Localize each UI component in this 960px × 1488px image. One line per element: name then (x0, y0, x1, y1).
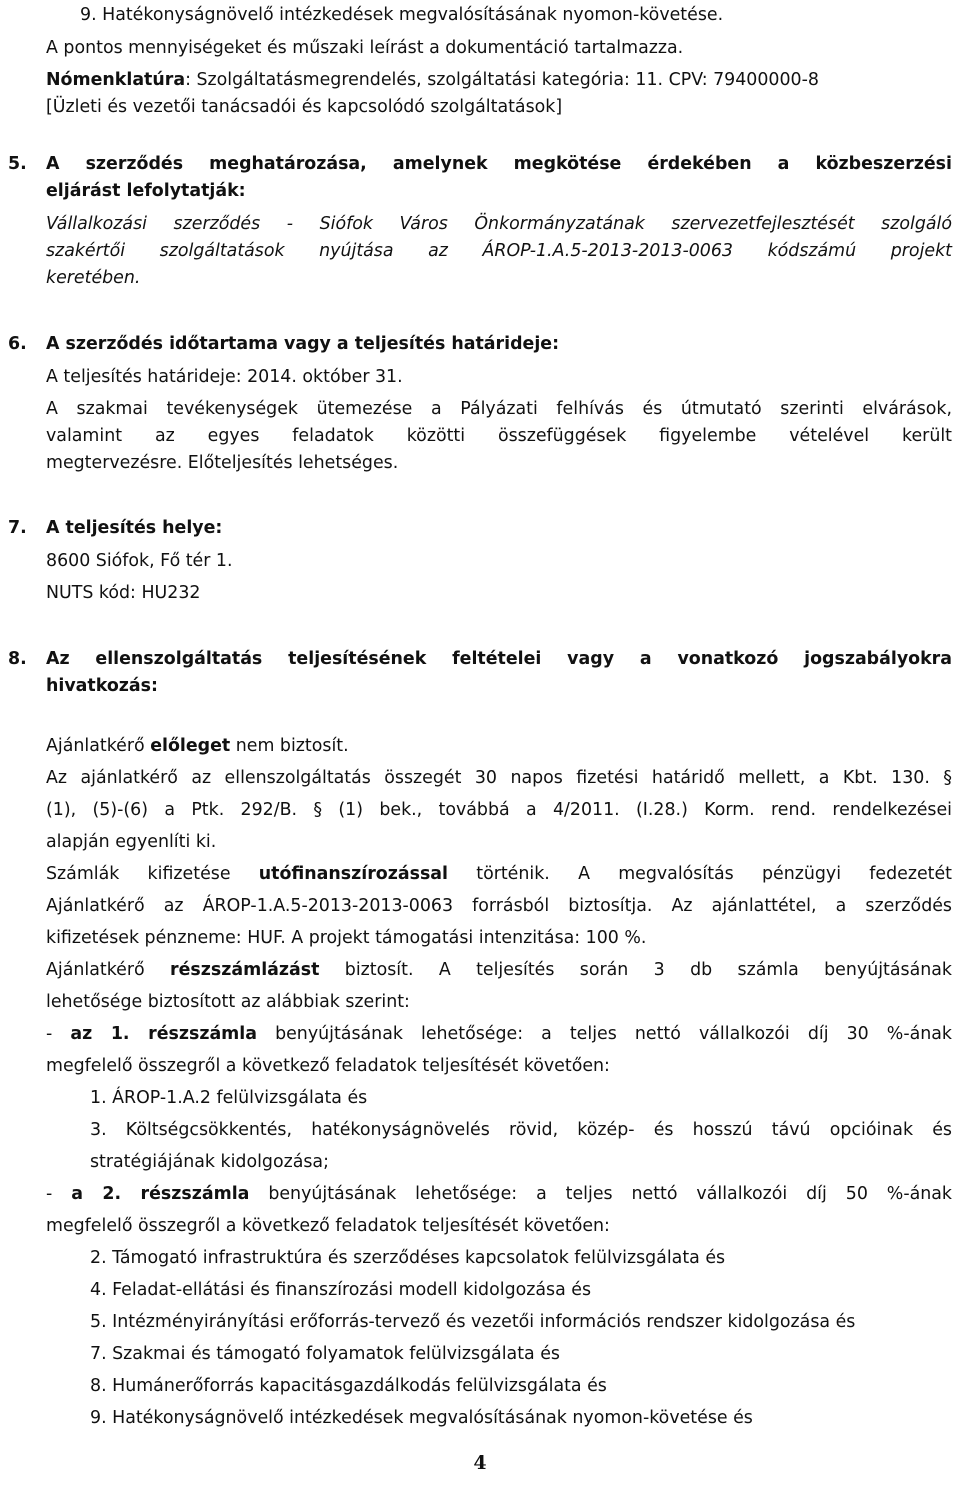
section-5-text-3: keretében. (46, 268, 141, 288)
invoice-text-a: Számlák kifizetése (46, 864, 259, 884)
invoice-text-bold: utófinanszírozással (258, 864, 449, 884)
funding-line: Ajánlatkérő az ÁROP-1.A.5-2013-2013-0063 forrásból biztosítja. Az ajánlattétel, a szerződés (46, 896, 952, 916)
list-item-cont: stratégiájának kidolgozása; (90, 1152, 329, 1172)
advance-text-bold: előleget (150, 736, 231, 756)
partial-invoice-line-2: lehetősége biztosított az alábbiak szerint: (46, 992, 410, 1012)
currency-line: kifizetések pénzneme: HUF. A projekt támogatási intenzitása: 100 %. (46, 928, 647, 948)
invoice-2-line (46, 1183, 952, 1205)
list-item: 1. ÁROP-1.A.2 felülvizsgálata és (90, 1088, 368, 1108)
nomenclature-cpv-desc: [Üzleti és vezetői tanácsadói és kapcsolódó szolgáltatások] (46, 97, 563, 117)
nomenclature-label: Nómenklatúra (46, 70, 186, 90)
section-6-text-3: megtervezésre. Előteljesítés lehetséges. (46, 453, 399, 473)
list-item: 9. Hatékonyságnövelő intézkedések megvalósításának nyomon-követése és (90, 1408, 753, 1428)
section-8-heading-1: Az ellenszolgáltatás teljesítésének feltételei vagy a vonatkozó jogszabályokra (46, 649, 952, 669)
section-6-text-1: A szakmai tevékenységek ütemezése a Pályázati felhívás és útmutató szerinti elvárások, (46, 399, 952, 419)
invoice-2-dash: - (46, 1184, 72, 1204)
invoice-text-c: történik. A megvalósítás pénzügyi fedezetét (448, 864, 952, 884)
section-6-number: 6. (8, 334, 27, 354)
advance-line (46, 735, 952, 757)
invoice-2-bold: a 2. részszámla (71, 1184, 250, 1204)
section-6-heading: A szerződés időtartama vagy a teljesítés határideje: (46, 334, 560, 354)
section-7-heading: A teljesítés helye: (46, 518, 223, 538)
invoice-1-bold: az 1. részszámla (70, 1024, 257, 1044)
invoice-2-text: benyújtásának lehetősége: a teljes nettó vállalkozói díj 50 %-ának (249, 1184, 953, 1204)
invoice-line (46, 863, 952, 885)
invoice-1-text: benyújtásának lehetősége: a teljes nettó vállalkozói díj 30 %-ának (257, 1024, 953, 1044)
list-item: 7. Szakmai és támogató folyamatok felülvizsgálata és (90, 1344, 560, 1364)
payment-line-3: alapján egyenlíti ki. (46, 832, 217, 852)
section-7-number: 7. (8, 518, 27, 538)
advance-text-c: nem biztosít. (230, 736, 349, 756)
invoice-1-line (46, 1023, 952, 1045)
nomenclature-line (46, 69, 952, 91)
section-7-address: 8600 Siófok, Fő tér 1. (46, 551, 233, 571)
section-5-number: 5. (8, 154, 27, 174)
section-8-number: 8. (8, 649, 27, 669)
partial-text-bold: részszámlázást (170, 960, 320, 980)
page-number: 4 (473, 1452, 487, 1474)
invoice-1-dash: - (46, 1024, 71, 1044)
list-item: 3. Költségcsökkentés, hatékonyságnövelés rövid, közép- és hosszú távú opcióinak és (90, 1120, 952, 1140)
section-5-heading-1: A szerződés meghatározása, amelynek megkötése érdekében a közbeszerzési (46, 154, 952, 174)
partial-text-a: Ajánlatkérő (46, 960, 171, 980)
section-7-nuts: NUTS kód: HU232 (46, 583, 201, 603)
advance-text-a: Ajánlatkérő (46, 736, 151, 756)
section-6-deadline: A teljesítés határideje: 2014. október 31. (46, 367, 403, 387)
item-9-title: 9. Hatékonyságnövelő intézkedések megvalósításának nyomon-követése. (80, 5, 724, 25)
section-5-text-1: Vállalkozási szerződés - Siófok Város Önkormányzatának szervezetfejlesztését szolgáló (46, 214, 952, 234)
nomenclature-text: : Szolgáltatásmegrendelés, szolgáltatási kategória: 11. CPV: 79400000-8 (185, 70, 819, 90)
partial-text-c: biztosít. A teljesítés során 3 db számla benyújtásának (319, 960, 952, 980)
section-5-text-2: szakértői szolgáltatások nyújtása az ÁROP-1.A.5-2013-2013-0063 kódszámú projekt (46, 241, 952, 261)
payment-line-2: (1), (5)-(6) a Ptk. 292/B. § (1) bek., továbbá a 4/2011. (I.28.) Korm. rend. rendelkezései (46, 800, 952, 820)
list-item: 4. Feladat-ellátási és finanszírozási modell kidolgozása és (90, 1280, 592, 1300)
section-5-heading-2: eljárást lefolytatják: (46, 181, 246, 201)
invoice-2-line-2: megfelelő összegről a következő feladatok teljesítését követően: (46, 1216, 610, 1236)
doc-note: A pontos mennyiségeket és műszaki leírást a dokumentáció tartalmazza. (46, 38, 684, 58)
payment-line-1: Az ajánlatkérő az ellenszolgáltatás összegét 30 napos fizetési határidő mellett, a Kbt. 130. § (46, 768, 952, 788)
section-8-heading-2: hivatkozás: (46, 676, 158, 696)
list-item: 2. Támogató infrastruktúra és szerződéses kapcsolatok felülvizsgálata és (90, 1248, 726, 1268)
partial-invoice-line (46, 959, 952, 981)
list-item: 5. Intézményirányítási erőforrás-tervező és vezetői információs rendszer kidolgozása és (90, 1312, 856, 1332)
list-item: 8. Humánerőforrás kapacitásgazdálkodás felülvizsgálata és (90, 1376, 607, 1396)
invoice-1-line-2: megfelelő összegről a következő feladatok teljesítését követően: (46, 1056, 610, 1076)
section-6-text-2: valamint az egyes feladatok közötti összefüggések figyelembe vételével került (46, 426, 952, 446)
